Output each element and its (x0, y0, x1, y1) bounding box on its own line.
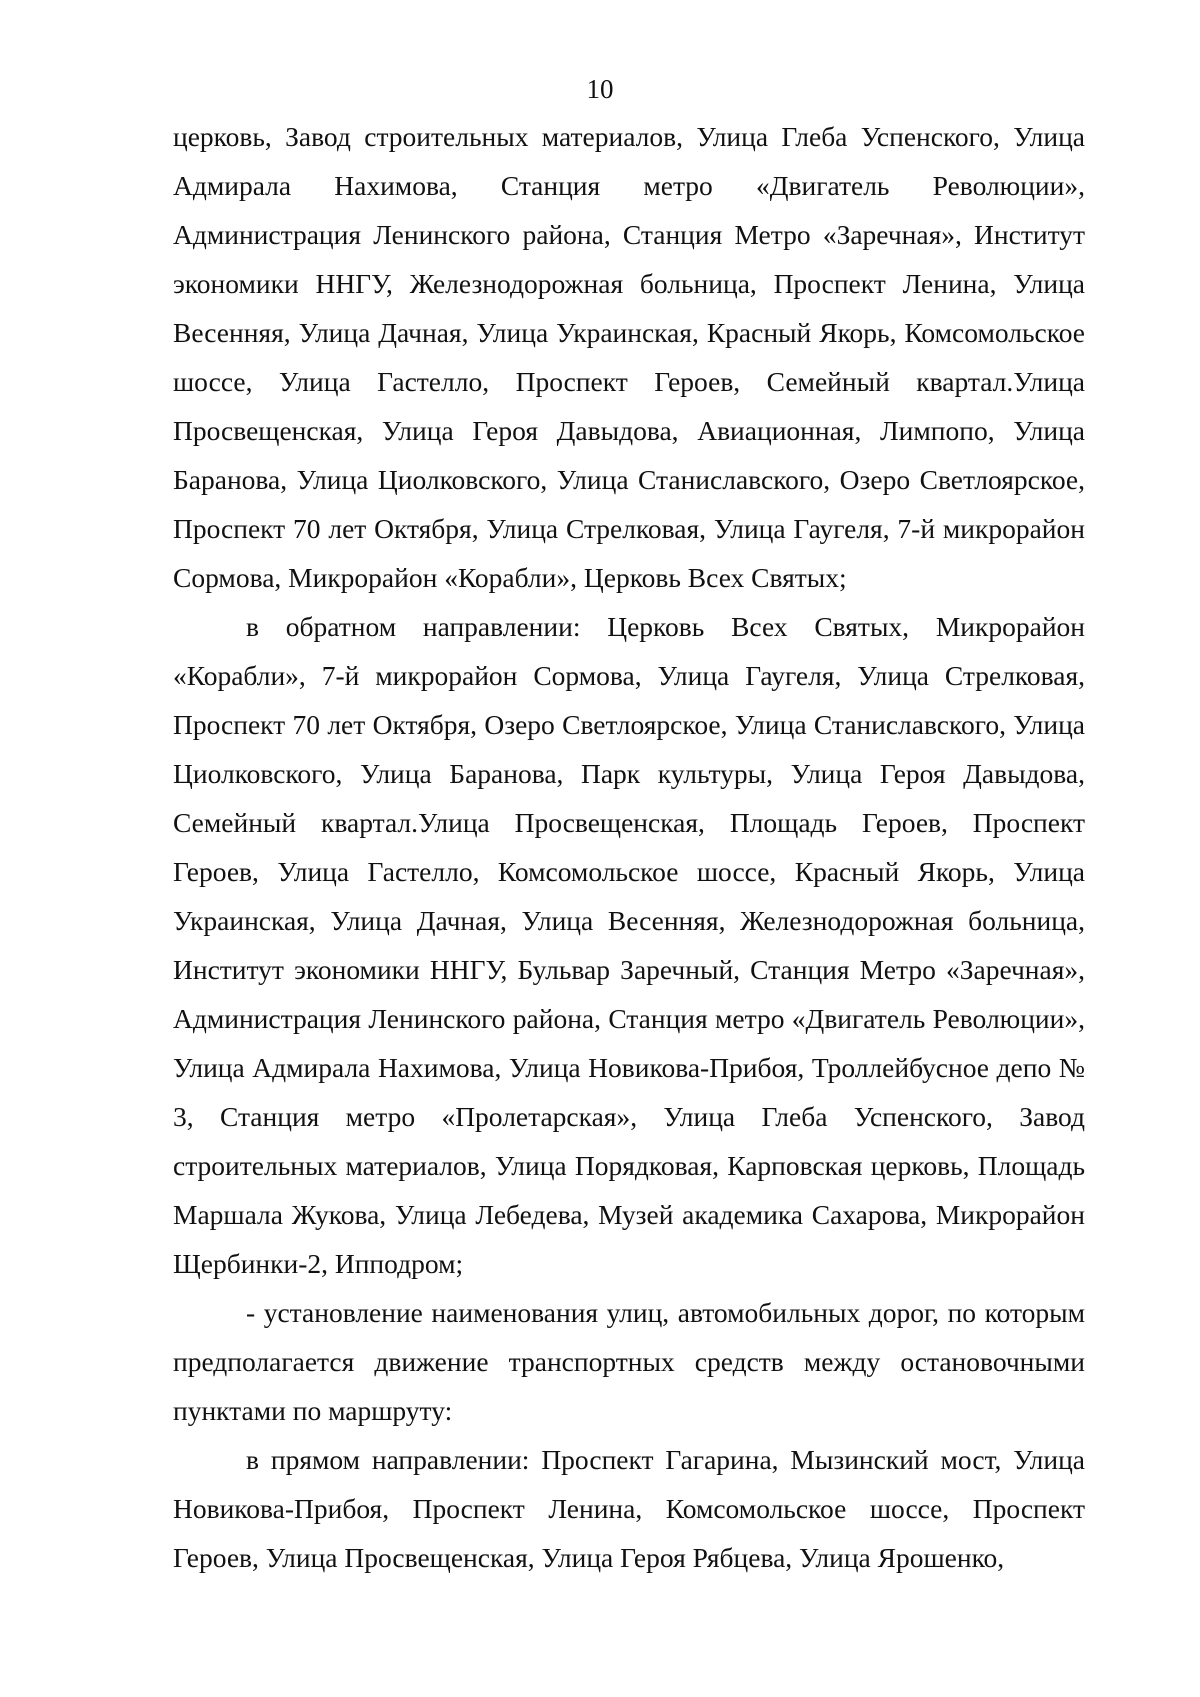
paragraph-forward-direction-streets: в прямом направлении: Проспект Гагарина, Мызинский мост, Улица Новикова-Прибоя, Проспект Ленина, Комсомольское шоссе, Проспект Героев, Улица Просвещенская, Улица Героя Рябцева, Улица Ярошенко, (173, 1444, 1085, 1573)
paragraph-streets-heading: - установление наименования улиц, автомобильных дорог, по которым предполагается движение транспортных средств между остановочными пунктами по маршруту: (173, 1297, 1085, 1426)
page-number: 10 (586, 74, 614, 104)
paragraph-forward-stops-continued: церковь, Завод строительных материалов, Улица Глеба Успенского, Улица Адмирала Нахимова, Станция метро «Двигатель Революции», Администрация Ленинского района, Станция Метро «Заречная», Институт экономики ННГУ, Железнодорожная больница, Проспект Ленина, Улица Весенняя, Улица Дачная, Улица Украинская, Красный Якорь, Комсомольское шоссе, Улица Гастелло, Проспект Героев, Семейный квартал.Улица Просвещенская, Улица Героя Давыдова, Авиационная, Лимпопо, Улица Баранова, Улица Циолковского, Улица Станиславского, Озеро Светлоярское, Проспект 70 лет Октября, Улица Стрелковая, Улица Гаугеля, 7-й микрорайон Сормова, Микрорайон «Корабли», Церковь Всех Святых; (173, 121, 1085, 593)
paragraph-reverse-direction-stops: в обратном направлении: Церковь Всех Святых, Микрорайон «Корабли», 7-й микрорайон Сормова, Улица Гаугеля, Улица Стрелковая, Проспект 70 лет Октября, Озеро Светлоярское, Улица Станиславского, Улица Циолковского, Улица Баранова, Парк культуры, Улица Героя Давыдова, Семейный квартал.Улица Просвещенская, Площадь Героев, Проспект Героев, Улица Гастелло, Комсомольское шоссе, Красный Якорь, Улица Украинская, Улица Дачная, Улица Весенняя, Железнодорожная больница, Институт экономики ННГУ, Бульвар Заречный, Станция Метро «Заречная», Администрация Ленинского района, Станция метро «Двигатель Революции», Улица Адмирала Нахимова, Улица Новикова-Прибоя, Троллейбусное депо № 3, Станция метро «Пролетарская», Улица Глеба Успенского, Завод строительных материалов, Улица Порядковая, Карповская церковь, Площадь Маршала Жукова, Улица Лебедева, Музей академика Сахарова, Микрорайон Щербинки-2, Ипподром; (173, 611, 1085, 1279)
document-body (173, 112, 1085, 1582)
